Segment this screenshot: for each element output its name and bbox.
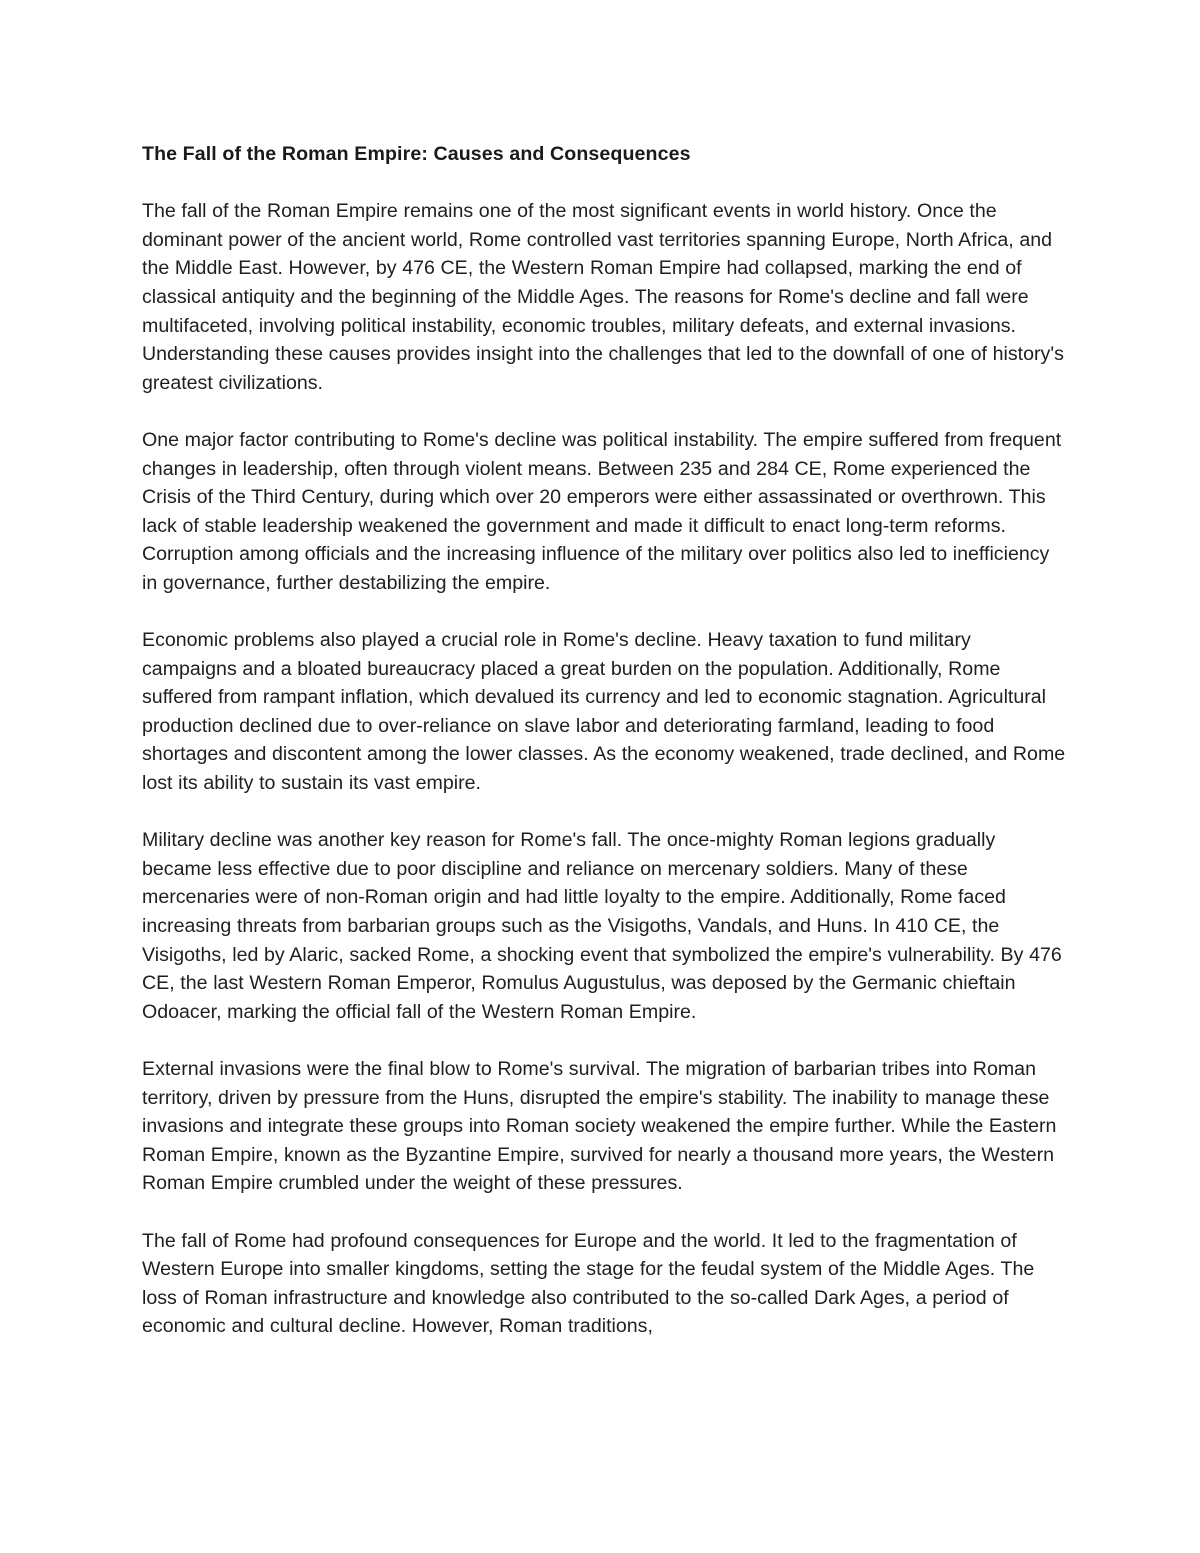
paragraph-consequences: The fall of Rome had profound consequences for Europe and the world. It led to the fragmentation of Western Europe into smaller kingdoms, setting the stage for the feudal system of the Middle Ages. The loss of Roman infrastructure and knowledge also contributed to the so-called Dark Ages, a period of economic and cultural decline. However, Roman traditions, — [142, 1229, 1035, 1338]
paragraph-external-invasions: External invasions were the final blow to Rome's survival. The migration of barbarian tribes into Roman territory, driven by pressure from the Huns, disrupted the empire's stability. The inability to manage these invasions and integrate these groups into Roman society weakened the empire further. While the Eastern Roman Empire, known as the Byzantine Empire, survived for nearly a thousand more years, the Western Roman Empire crumbled under the weight of these pressures. — [142, 1058, 1057, 1195]
paragraph-introduction: The fall of the Roman Empire remains one of the most significant events in world history. Once the dominant power of the ancient world, Rome controlled vast territories spanning Europe, North Africa, and the Middle East. However, by 476 CE, the Western Roman Empire had collapsed, marking the end of classical antiquity and the beginning of the Middle Ages. The reasons for Rome's decline and fall were multifaceted, involving political instability, economic troubles, military defeats, and external invasions. Understanding these causes provides insight into the challenges that led to the downfall of one of history's greatest civilizations. — [142, 200, 1064, 394]
paragraph-military-decline: Military decline was another key reason for Rome's fall. The once-mighty Roman legions gradually became less effective due to poor discipline and reliance on mercenary soldiers. Many of these mercenaries were of non-Roman origin and had little loyalty to the empire. Additionally, Rome faced increasing threats from barbarian groups such as the Visigoths, Vandals, and Huns. In 410 CE, the Visigoths, led by Alaric, sacked Rome, a shocking event that symbolized the empire's vulnerability. By 476 CE, the last Western Roman Emperor, Romulus Augustulus, was deposed by the Germanic chieftain Odoacer, marking the official fall of the Western Roman Empire. — [142, 829, 1062, 1023]
paragraph-political-instability: One major factor contributing to Rome's decline was political instability. The empire suffered from frequent changes in leadership, often through violent means. Between 235 and 284 CE, Rome experienced the Crisis of the Third Century, during which over 20 emperors were either assassinated or overthrown. This lack of stable leadership weakened the government and made it difficult to enact long-term reforms. Corruption among officials and the increasing influence of the military over politics also led to inefficiency in governance, further destabilizing the empire. — [142, 428, 1062, 594]
document-body — [142, 140, 1070, 1341]
document-title: The Fall of the Roman Empire: Causes and Consequences — [142, 143, 691, 165]
paragraph-economic-problems: Economic problems also played a crucial role in Rome's decline. Heavy taxation to fund military campaigns and a bloated bureaucracy placed a great burden on the population. Additionally, Rome suffered from rampant inflation, which devalued its currency and led to economic stagnation. Agricultural production declined due to over-reliance on slave labor and deteriorating farmland, leading to food shortages and discontent among the lower classes. As the economy weakened, trade declined, and Rome lost its ability to sustain its vast empire. — [142, 629, 1066, 795]
